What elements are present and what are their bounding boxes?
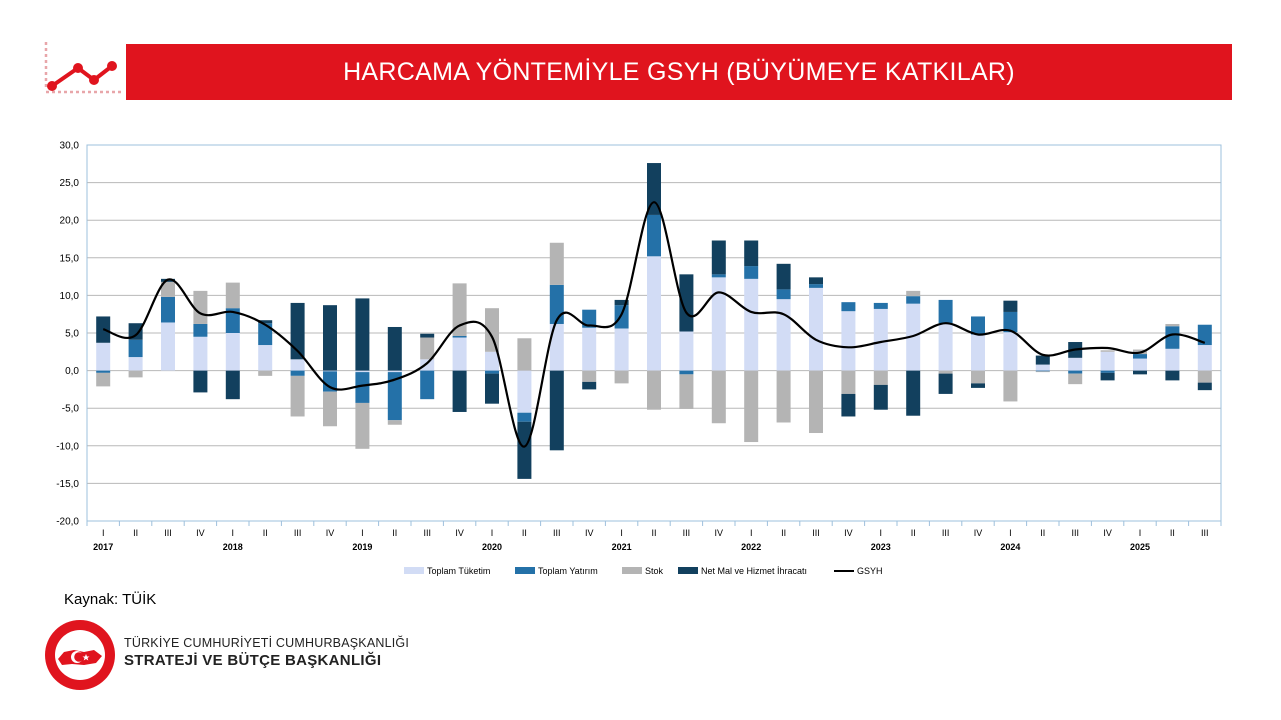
- y-tick-label: -5,0: [61, 403, 79, 415]
- bar-net-mal-ve-hizmet-i-hracat: [517, 422, 531, 479]
- bar-net-mal-ve-hizmet-i-hracat: [453, 371, 467, 412]
- x-quarter-label: III: [1071, 528, 1079, 538]
- bar-toplam-yat-r-m: [161, 297, 175, 323]
- x-quarter-label: I: [1138, 528, 1142, 538]
- x-quarter-label: IV: [325, 528, 335, 538]
- y-tick-label: 0,0: [65, 366, 79, 378]
- x-year-label: 2020: [481, 542, 503, 552]
- bar-toplam-yat-r-m: [420, 371, 434, 400]
- bar-net-mal-ve-hizmet-i-hracat: [744, 241, 758, 267]
- y-tick-label: 20,0: [59, 215, 79, 227]
- y-tick-label: -15,0: [56, 478, 79, 490]
- bar-stok: [582, 371, 596, 382]
- bar-stok: [971, 371, 985, 384]
- x-quarter-label: II: [651, 528, 657, 538]
- bar-stok: [809, 371, 823, 433]
- x-quarter-label: I: [1009, 528, 1012, 538]
- bar-net-mal-ve-hizmet-i-hracat: [1133, 371, 1147, 375]
- bar-toplam-t-ketim: [96, 343, 110, 371]
- bar-net-mal-ve-hizmet-i-hracat: [355, 298, 369, 370]
- bar-toplam-yat-r-m: [517, 413, 531, 422]
- bar-net-mal-ve-hizmet-i-hracat: [550, 371, 564, 451]
- bar-toplam-yat-r-m: [809, 284, 823, 288]
- bar-toplam-yat-r-m: [777, 289, 791, 299]
- bar-toplam-t-ketim: [809, 288, 823, 371]
- x-quarter-label: I: [231, 528, 235, 538]
- bar-stok: [679, 374, 693, 409]
- bar-stok: [550, 243, 564, 285]
- bar-toplam-yat-r-m: [1036, 371, 1050, 372]
- x-year-label: 2023: [870, 542, 891, 552]
- legend-swatch: [515, 567, 535, 574]
- x-quarter-label: III: [293, 528, 302, 538]
- bar-toplam-t-ketim: [582, 328, 596, 371]
- x-quarter-label: I: [879, 528, 883, 538]
- bar-net-mal-ve-hizmet-i-hracat: [420, 334, 434, 338]
- legend-label: GSYH: [857, 566, 883, 576]
- bar-net-mal-ve-hizmet-i-hracat: [582, 382, 596, 390]
- bar-stok: [129, 371, 143, 378]
- bar-net-mal-ve-hizmet-i-hracat: [1165, 371, 1179, 381]
- organization-line2: STRATEJİ VE BÜTÇE BAŞKANLIĞI: [124, 652, 382, 669]
- y-tick-label: 30,0: [59, 140, 79, 152]
- bar-toplam-yat-r-m: [485, 371, 499, 374]
- bar-net-mal-ve-hizmet-i-hracat: [485, 374, 499, 404]
- bar-stok: [906, 291, 920, 296]
- bar-net-mal-ve-hizmet-i-hracat: [1036, 356, 1050, 365]
- bar-toplam-t-ketim: [777, 299, 791, 370]
- bar-toplam-t-ketim: [453, 338, 467, 371]
- title-banner: [126, 44, 1232, 100]
- y-tick-label: 25,0: [59, 178, 79, 190]
- x-year-label: 2025: [1129, 542, 1151, 552]
- legend-label: Toplam Yatırım: [538, 566, 598, 576]
- x-quarter-label: II: [781, 528, 787, 538]
- bar-toplam-t-ketim: [1068, 358, 1082, 371]
- bar-stok: [1036, 371, 1050, 372]
- bar-net-mal-ve-hizmet-i-hracat: [777, 264, 791, 290]
- legend-swatch: [404, 567, 424, 574]
- bar-toplam-yat-r-m: [874, 303, 888, 309]
- bar-net-mal-ve-hizmet-i-hracat: [939, 374, 953, 394]
- x-quarter-label: II: [133, 528, 139, 538]
- line-chart-logo-icon: [44, 40, 124, 100]
- bar-toplam-yat-r-m: [971, 316, 985, 334]
- bar-stok: [420, 338, 434, 360]
- bar-toplam-yat-r-m: [939, 300, 953, 323]
- bar-stok: [777, 371, 791, 423]
- bar-toplam-yat-r-m: [291, 371, 305, 376]
- bar-toplam-t-ketim: [388, 371, 402, 373]
- x-quarter-label: II: [1169, 528, 1175, 538]
- x-quarter-label: II: [910, 528, 916, 538]
- x-quarter-label: I: [361, 528, 364, 538]
- bar-stok: [1165, 324, 1179, 326]
- x-year-label: 2022: [741, 542, 762, 552]
- bar-toplam-t-ketim: [420, 359, 434, 370]
- bar-toplam-t-ketim: [1133, 359, 1147, 371]
- x-year-label: 2017: [93, 542, 114, 552]
- y-tick-label: -10,0: [56, 441, 79, 453]
- x-quarter-label: II: [392, 528, 398, 538]
- bar-toplam-yat-r-m: [615, 305, 629, 328]
- bar-toplam-yat-r-m: [96, 371, 110, 373]
- bar-net-mal-ve-hizmet-i-hracat: [323, 305, 337, 370]
- bar-toplam-yat-r-m: [1068, 371, 1082, 374]
- x-quarter-label: III: [812, 528, 820, 538]
- bar-stok: [615, 371, 629, 384]
- bar-stok: [517, 338, 531, 370]
- x-quarter-label: III: [682, 528, 691, 538]
- bar-stok: [647, 371, 661, 410]
- legend-label: Toplam Tüketim: [427, 566, 491, 576]
- bar-toplam-t-ketim: [1003, 332, 1017, 370]
- bar-toplam-t-ketim: [874, 309, 888, 371]
- bar-toplam-yat-r-m: [1101, 371, 1115, 373]
- bar-net-mal-ve-hizmet-i-hracat: [906, 371, 920, 416]
- bar-toplam-t-ketim: [1165, 349, 1179, 371]
- y-tick-label: 15,0: [59, 253, 79, 265]
- bar-toplam-yat-r-m: [1165, 326, 1179, 349]
- bar-stok: [193, 291, 207, 324]
- y-tick-label: 5,0: [65, 328, 79, 340]
- x-quarter-label: I: [490, 528, 494, 538]
- bars: [96, 163, 1212, 479]
- bar-stok: [258, 371, 272, 376]
- bar-toplam-yat-r-m: [453, 336, 467, 338]
- bar-stok: [291, 376, 305, 417]
- bar-toplam-t-ketim: [226, 333, 240, 371]
- x-quarter-label: IV: [973, 528, 983, 538]
- legend-label: Stok: [645, 566, 664, 576]
- x-quarter-label: II: [262, 528, 268, 538]
- bar-toplam-yat-r-m: [258, 323, 272, 345]
- bar-toplam-t-ketim: [971, 335, 985, 371]
- bar-net-mal-ve-hizmet-i-hracat: [1003, 301, 1017, 312]
- bar-stok: [323, 392, 337, 427]
- legend-label: Net Mal ve Hizmet İhracatı: [701, 566, 808, 576]
- x-quarter-label: IV: [455, 528, 464, 538]
- bar-stok: [874, 371, 888, 385]
- bar-stok: [96, 373, 110, 387]
- x-quarter-label: I: [101, 528, 105, 538]
- legend-swatch: [622, 567, 642, 574]
- x-quarter-label: III: [553, 528, 561, 538]
- bar-toplam-yat-r-m: [1133, 354, 1147, 359]
- bar-net-mal-ve-hizmet-i-hracat: [809, 277, 823, 284]
- bar-stok: [1101, 350, 1115, 352]
- y-tick-label: -20,0: [56, 516, 79, 528]
- bar-stok: [712, 371, 726, 424]
- bar-net-mal-ve-hizmet-i-hracat: [1198, 383, 1212, 391]
- x-quarter-label: II: [1040, 528, 1046, 538]
- bar-toplam-t-ketim: [129, 357, 143, 371]
- bar-toplam-t-ketim: [744, 279, 758, 371]
- bar-toplam-t-ketim: [355, 371, 369, 373]
- bar-toplam-t-ketim: [323, 371, 337, 372]
- x-year-label: 2021: [611, 542, 632, 552]
- x-year-label: 2024: [1000, 542, 1021, 552]
- bar-toplam-yat-r-m: [647, 215, 661, 256]
- page-title: HARCAMA YÖNTEMİYLE GSYH (BÜYÜMEYE KATKILAR): [343, 57, 1015, 86]
- bar-stok: [841, 371, 855, 394]
- bar-net-mal-ve-hizmet-i-hracat: [1101, 373, 1115, 381]
- bar-toplam-t-ketim: [550, 324, 564, 371]
- bar-toplam-t-ketim: [517, 371, 531, 413]
- organization-seal-logo: [44, 619, 116, 691]
- bar-stok: [744, 371, 758, 442]
- bar-toplam-yat-r-m: [906, 296, 920, 304]
- bar-net-mal-ve-hizmet-i-hracat: [388, 327, 402, 371]
- bar-toplam-yat-r-m: [193, 324, 207, 337]
- bar-stok: [226, 283, 240, 309]
- x-quarter-label: III: [1201, 528, 1209, 538]
- bar-toplam-yat-r-m: [679, 371, 693, 375]
- bar-toplam-t-ketim: [679, 331, 693, 370]
- legend-swatch: [678, 567, 698, 574]
- bar-toplam-t-ketim: [161, 322, 175, 370]
- bar-net-mal-ve-hizmet-i-hracat: [712, 241, 726, 275]
- bar-net-mal-ve-hizmet-i-hracat: [193, 371, 207, 393]
- bar-toplam-yat-r-m: [712, 274, 726, 277]
- bar-toplam-t-ketim: [193, 337, 207, 371]
- x-quarter-label: IV: [844, 528, 853, 538]
- x-year-label: 2019: [352, 542, 373, 552]
- bar-toplam-t-ketim: [258, 345, 272, 371]
- x-year-label: 2018: [222, 542, 243, 552]
- bar-net-mal-ve-hizmet-i-hracat: [841, 394, 855, 417]
- x-quarter-label: III: [164, 528, 172, 538]
- gdp-contributions-chart: [0, 130, 1281, 585]
- bar-toplam-t-ketim: [1036, 365, 1050, 371]
- x-quarter-label: IV: [196, 528, 205, 538]
- x-quarter-label: I: [749, 528, 753, 538]
- bar-toplam-t-ketim: [1198, 345, 1212, 371]
- source-label: Kaynak: TÜİK: [64, 591, 157, 608]
- bar-stok: [939, 371, 953, 374]
- bar-net-mal-ve-hizmet-i-hracat: [226, 371, 240, 400]
- organization-line1: TÜRKİYE CUMHURİYETİ CUMHURBAŞKANLIĞI: [124, 636, 410, 650]
- y-tick-label: 10,0: [59, 290, 79, 302]
- bar-stok: [388, 420, 402, 425]
- bar-toplam-t-ketim: [841, 311, 855, 370]
- bar-toplam-t-ketim: [615, 328, 629, 370]
- bar-toplam-t-ketim: [1101, 352, 1115, 371]
- bar-toplam-yat-r-m: [129, 340, 143, 357]
- bar-net-mal-ve-hizmet-i-hracat: [874, 385, 888, 410]
- legend: [404, 566, 883, 576]
- x-quarter-label: III: [941, 528, 950, 538]
- x-quarter-label: IV: [1103, 528, 1112, 538]
- x-quarter-label: II: [521, 528, 527, 538]
- bar-stok: [1068, 374, 1082, 385]
- bar-stok: [1198, 371, 1212, 383]
- x-quarter-label: IV: [584, 528, 594, 538]
- bar-toplam-t-ketim: [647, 256, 661, 370]
- bar-net-mal-ve-hizmet-i-hracat: [971, 383, 985, 388]
- organization-name: [124, 636, 409, 669]
- x-quarter-label: I: [620, 528, 623, 538]
- bar-toplam-yat-r-m: [841, 302, 855, 311]
- bar-toplam-t-ketim: [939, 323, 953, 370]
- bar-stok: [1003, 371, 1017, 402]
- x-quarter-label: IV: [714, 528, 724, 538]
- bar-stok: [355, 403, 369, 449]
- x-quarter-label: III: [423, 528, 431, 538]
- bar-toplam-t-ketim: [291, 359, 305, 370]
- bar-toplam-yat-r-m: [744, 266, 758, 279]
